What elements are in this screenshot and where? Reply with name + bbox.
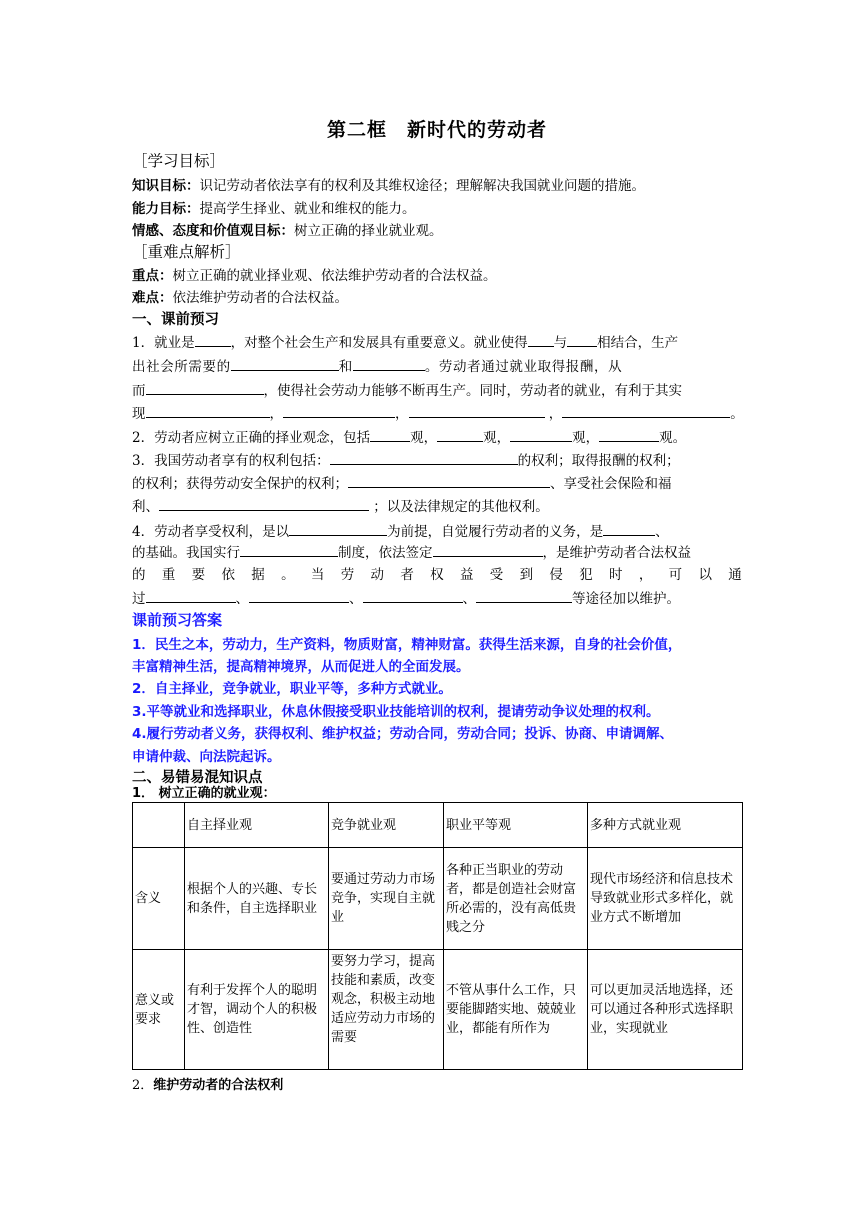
table-cell: 要通过劳动力市场竞争，实现自主就业 [329,848,444,950]
q4-line2: 的基础。我国实行 制度，依法签定 ，是维护劳动者合法权益 [132,542,691,563]
q3-line1: 3．我国劳动者享有的权利包括： 的权利；取得报酬的权利； [132,450,680,471]
answer-1-line1: 1．民生之本，劳动力，生产资料，物质财富，精神财富。获得生活来源，自身的社会价值， [132,637,682,653]
emotion-goal-label: 情感、态度和价值观目标： [132,223,294,239]
hard-point [132,288,348,308]
emotion-goal-text: 树立正确的择业就业观。 [294,223,443,239]
preview-heading: 一、课前预习 [132,312,219,328]
key-point-label: 重点： [132,268,173,284]
table-cell: 各种正当职业的劳动者，都是创造社会财富所必需的，没有高低贵贱之分 [444,848,588,950]
confusion-heading: 二、易错易混知识点 [132,770,263,786]
table-header-cell: 多种方式就业观 [588,803,743,848]
q2-line: 2．劳动者应树立正确的择业观念，包括 观， 观， 观， 观。 [132,427,686,448]
answers-heading: 课前预习答案 [132,611,223,629]
q3-line3: 利、 ；以及法律规定的其他权利。 [132,496,549,517]
table-row-label: 含义 [133,848,185,950]
q4-line3: 的 重 要 依 据 。 当 劳 动 者 权 益 受 到 侵 犯 时 ， 可 以 通 [132,567,742,583]
knowledge-goal-label: 知识目标： [132,178,200,194]
table-row-label: 意义或要求 [133,950,185,1070]
table-header-row [133,803,743,848]
knowledge-goal [132,176,645,196]
page-title: 第二框 新时代的劳动者 [326,119,547,141]
table-row [133,950,743,1070]
table-cell: 不管从事什么工作，只要能脚踏实地、兢兢业业，都能有所作为 [444,950,588,1070]
key-point-text: 树立正确的就业择业观、依法维护劳动者的合法权益。 [172,268,497,284]
hard-point-label: 难点： [132,290,173,306]
table-cell: 要努力学习，提高技能和素质，改变观念，积极主动地适应劳动力市场的需要 [329,950,444,1070]
table-cell: 有利于发挥个人的聪明才智，调动个人的积极性、创造性 [185,950,329,1070]
ability-goal [132,199,416,219]
hard-point-text: 依法维护劳动者的合法权益。 [172,290,348,306]
answer-4-line2: 申请仲裁、向法院起诉。 [132,749,281,765]
employment-view-table [132,802,743,1070]
q4-line1: 4．劳动者享受权利，是以 为前提，自觉履行劳动者的义务，是 、 [132,521,669,542]
goals-heading: ［学习目标］ [132,152,226,170]
table-header-cell: 自主择业观 [185,803,329,848]
table-header-cell: 竞争就业观 [329,803,444,848]
q1-line2: 出社会所需要的 和 。劳动者通过就业取得报酬，从 [132,356,622,377]
table-cell: 根据个人的兴趣、专长和条件，自主选择职业 [185,848,329,950]
table-corner-cell [133,803,185,848]
table-cell: 现代市场经济和信息技术导致就业形式多样化，就业方式不断增加 [588,848,743,950]
q1-line4: 现 ， ， ， 。 [132,403,744,424]
confusion-sub2 [132,1076,283,1096]
answer-3: 3.平等就业和选择职业，休息休假接受职业技能培训的权利，提请劳动争议处理的权利。 [132,704,660,720]
q1-line3: 而 ，使得社会劳动力能够不断再生产。同时，劳动者的就业，有利于其实 [132,380,682,401]
table-cell: 可以更加灵活地选择，还可以通过各种形式选择职业，实现就业 [588,950,743,1070]
answer-4-line1: 4.履行劳动者义务，获得权利、维护权益；劳动合同，劳动合同；投诉、协商、申请调解、 [132,726,674,742]
confusion-sub2-number: 2． [132,1078,154,1093]
ability-goal-label: 能力目标： [132,201,200,217]
table-header-cell: 职业平等观 [444,803,588,848]
answer-2: 2．自主择业，竞争就业，职业平等，多种方式就业。 [132,681,452,697]
q1-line1: 1．就业是 ，对整个社会生产和发展具有重要意义。就业使得 与 相结合，生产 [132,332,678,353]
q4-line4: 过 、 、 、 等途径加以维护。 [132,588,680,609]
q3-line2: 的权利；获得劳动安全保护的权利； 、享受社会保险和福 [132,473,672,494]
knowledge-goal-text: 识记劳动者依法享有的权利及其维权途径；理解解决我国就业问题的措施。 [199,178,645,194]
keypoints-heading: ［重难点解析］ [132,243,241,261]
confusion-sub2-text: 维护劳动者的合法权利 [153,1078,284,1093]
confusion-sub1: 1． 树立正确的就业观： [132,786,276,801]
ability-goal-text: 提高学生择业、就业和维权的能力。 [199,201,416,217]
table-row [133,848,743,950]
answer-1-line2: 丰富精神生活，提高精神境界，从而促进人的全面发展。 [132,659,470,675]
key-point [132,266,497,286]
emotion-goal [132,221,443,241]
